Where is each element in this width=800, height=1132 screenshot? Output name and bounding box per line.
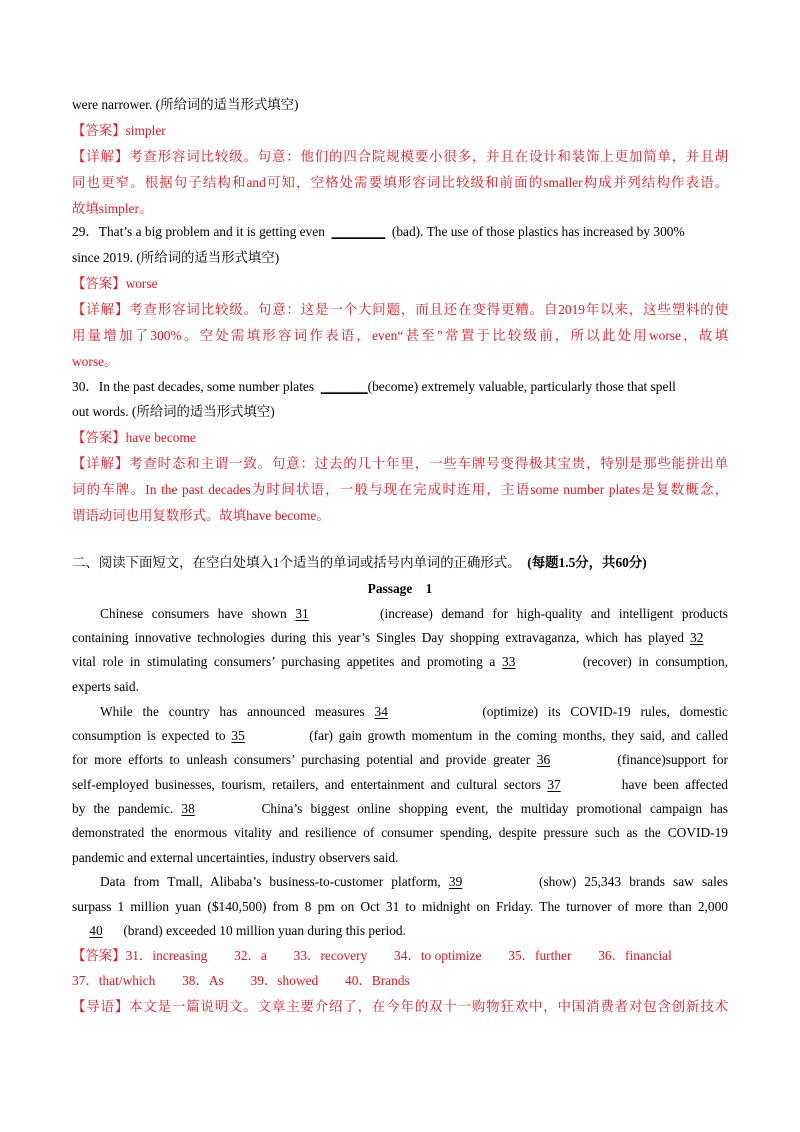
blank-31: 31 [295,606,309,621]
detail-text: 考查形容词比较级。句意：这是一个大问题，而且还在变得更糟。自2019年以来，这些塑料的使 [129,302,728,317]
passage-text: Chinese consumers have shown [100,606,296,621]
passage-text: (finance)support for [610,752,728,767]
blank-36: 36 [536,752,551,767]
passage-text: pandemic and external uncertainties, industry observers said. [72,850,399,865]
answer-tag: 【答案】 [72,276,126,291]
guide-tag: 【导语】 [72,999,130,1014]
passage-text: (far) gain growth momentum in the coming months, they said, and called [303,728,728,743]
passage-line [72,824,728,842]
detail-text: 考查形容词比较级。句意：他们的四合院规模要小很多，并且在设计和装饰上更加简单，并且胡 [129,149,729,164]
passage-answers-line: 37．that/which 38．As 39．showed 40．Brands [72,973,410,988]
q29-detail-line: 用量增加了300%。空处需填形容词作表语，even“甚至”常置于比较级前，所以此处用worse，故填 [72,328,728,343]
passage-text: containing innovative technologies during this year’s Singles Day shopping extravaganza, which has played [72,630,690,645]
question-number: 29． [72,224,99,239]
blank-39: 39 [448,874,463,889]
passage-text: vital role in stimulating consumers’ purchasing appetites and promoting a [72,654,503,669]
stem-text: (bad). The use of those plastics has increased by 300% [391,224,685,239]
q29-detail-line: worse。 [72,354,118,369]
passage-answers-line [72,947,728,965]
guide-line [72,998,728,1016]
q30-answer [72,429,728,447]
answer-tag: 【答案】 [72,123,126,138]
detail-tag: 【详解】 [72,149,130,164]
section-heading [72,554,728,572]
passage-line [72,873,728,891]
blank-34: 34 [374,704,388,719]
blank-35: 35 [231,728,245,743]
q30-stem-line2: out words. (所给词的适当形式填空) [72,404,275,419]
passage-line [72,605,728,623]
q28-detail-line [72,148,728,166]
stem-text: (become) extremely valuable, particularly those that spell [367,379,676,394]
passage-line [72,776,728,794]
blank-33: 33 [502,654,516,669]
answer-text: have become [125,430,196,445]
answer-text: simpler [125,123,166,138]
blank-32: 32 [690,630,704,645]
passage-text: demonstrated the enormous vitality and resilience of consumer spending, despite pressure such as the COVID-19 [72,825,728,840]
detail-tag: 【详解】 [72,302,130,317]
q29-answer [72,275,728,293]
passage-text: consumption is expected to [72,728,232,743]
passage-text: (optimize) its COVID-19 rules, domestic [472,704,728,719]
answers-text: 31．increasing 32．a 33．recovery 34．to optimize 35．further 36．financial [125,948,672,963]
blank-37: 37 [547,777,561,792]
passage-line [72,898,728,916]
q30-stem [72,378,728,396]
q28-answer [72,122,728,140]
q29-detail-line [72,301,728,319]
passage-text: self-employed businesses, tourism, retailers, and entertainment and cultural sectors [72,777,548,792]
answer-tag: 【答案】 [72,948,126,963]
q30-detail-line [72,455,728,473]
passage-line [72,751,728,769]
stem-text: In the past decades, some number plates [98,379,315,394]
passage-text: for more efforts to unleash consumers’ purchasing potential and provide greater [72,752,537,767]
passage-title: Passage 1 [367,581,433,596]
passage-text: (brand) exceeded 10 million yuan during this period. [120,923,406,938]
question-number: 30． [72,379,99,394]
section-score: (每题1.5分，共60分) [527,555,647,570]
passage-line [72,629,728,647]
q30-detail-line: 词的车牌。In the past decades为时间状语，一般与现在完成时连用，主语some number plates是复数概念， [72,482,728,497]
passage-text: by the pandemic. [72,801,182,816]
blank-38: 38 [181,801,195,816]
q28-stem-tail: were narrower. (所给词的适当形式填空) [72,97,299,112]
detail-tag: 【详解】 [72,456,130,471]
answer-text: worse [125,276,158,291]
passage-line [72,849,728,867]
passage-text: experts said. [72,679,139,694]
passage-text: have been affected [615,777,728,792]
passage-line [72,678,728,696]
passage-line [72,727,728,745]
detail-text: 考查时态和主谓一致。句意：过去的几十年里，一些车牌号变得极其宝贵，特别是那些能拼出单 [129,456,729,471]
guide-text: 本文是一篇说明文。文章主要介绍了，在今年的双十一购物狂欢中，中国消费者对包含创新技术 [129,999,729,1014]
q28-detail-line: 故填simpler。 [72,201,153,216]
q30-detail-line: 谓语动词也用复数形式。故填have become。 [72,508,330,523]
stem-text: That’s a big problem and it is getting even [98,224,325,239]
passage-text: (recover) in consumption, [576,654,729,669]
passage-text: (increase) demand for high-quality and intelligent products [371,606,729,621]
q29-stem [72,223,728,241]
passage-text: surpass 1 million yuan ($140,500) from 8 pm on Oct 31 to midnight on Friday. The turnover of more than 2,000 [72,899,728,914]
answer-blank: _______ [320,379,368,394]
passage-text: Data from Tmall, Alibaba’s business-to-customer platform, [100,874,449,889]
passage-text: (show) 25,343 brands saw sales [530,874,728,889]
answer-tag: 【答案】 [72,430,126,445]
passage-text: China’s biggest online shopping event, the multiday promotional campaign has [253,801,728,816]
passage-text: While the country has announced measures [100,704,375,719]
answer-blank: ________ [331,224,386,239]
passage-line [72,800,728,818]
q29-stem-line2: since 2019. (所给词的适当形式填空) [72,250,280,265]
passage-line [72,922,728,940]
passage-line [72,703,728,721]
blank-40: 40 [89,923,103,938]
passage-line [72,653,728,671]
section-heading-text: 二、阅读下面短文，在空白处填入1个适当的单词或括号内单词的正确形式。 [72,555,521,570]
q28-detail-line: 同也更窄。根据句子结构和and可知，空格处需要填形容词比较级和前面的smaller构成并列结构作表语。 [72,175,728,190]
